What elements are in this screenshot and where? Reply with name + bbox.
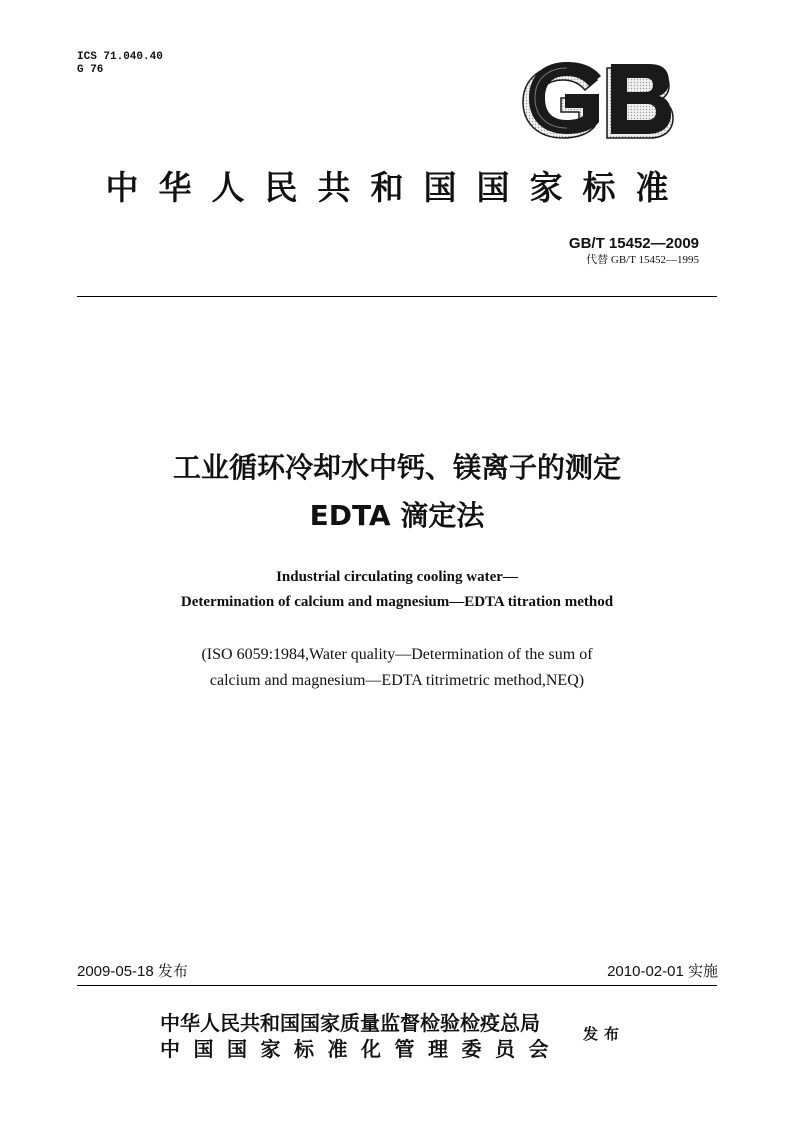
implementation-date: 2010-02-01 实施	[607, 963, 718, 980]
issuer-sac: 中国国家标准化管理委员会	[160, 1037, 562, 1061]
issue-date: 2009-05-18 发布	[77, 963, 188, 980]
footer-divider	[77, 985, 717, 986]
en-title-line2: Determination of calcium and magnesium—EDTA titration method	[180, 594, 614, 610]
issuing-authorities	[160, 1010, 562, 1062]
publish-label: 发布	[583, 1025, 626, 1043]
issuer-aqsiq: 中华人民共和国国家质量监督检验检疫总局	[160, 1011, 540, 1035]
cn-title-line1: 工业循环冷却水中钙、镁离子的测定	[172, 451, 621, 484]
national-standard-title	[0, 164, 794, 212]
cn-title-line2: EDTA 滴定法	[309, 499, 485, 532]
dates-row	[77, 962, 718, 982]
en-title-line1: Industrial circulating cooling water—	[276, 569, 518, 585]
ccs-code: G 76	[77, 64, 104, 76]
iso-reference-line1: (ISO 6059:1984,Water quality—Determination of the sum of	[201, 646, 593, 663]
national-standard-title-text: 中华人民共和国国家标准	[105, 168, 689, 207]
standard-code: GB/T 15452—2009	[568, 235, 699, 252]
replaced-standard: 代替 GB/T 15452—1995	[586, 254, 699, 266]
iso-reference-line2: calcium and magnesium—EDTA titrimetric method,NEQ)	[209, 672, 585, 689]
standard-code-block	[569, 235, 699, 267]
header-divider	[77, 296, 717, 297]
ics-code: ICS 71.040.40	[77, 51, 163, 63]
gb-logo	[519, 60, 675, 144]
classification-codes	[77, 51, 163, 77]
